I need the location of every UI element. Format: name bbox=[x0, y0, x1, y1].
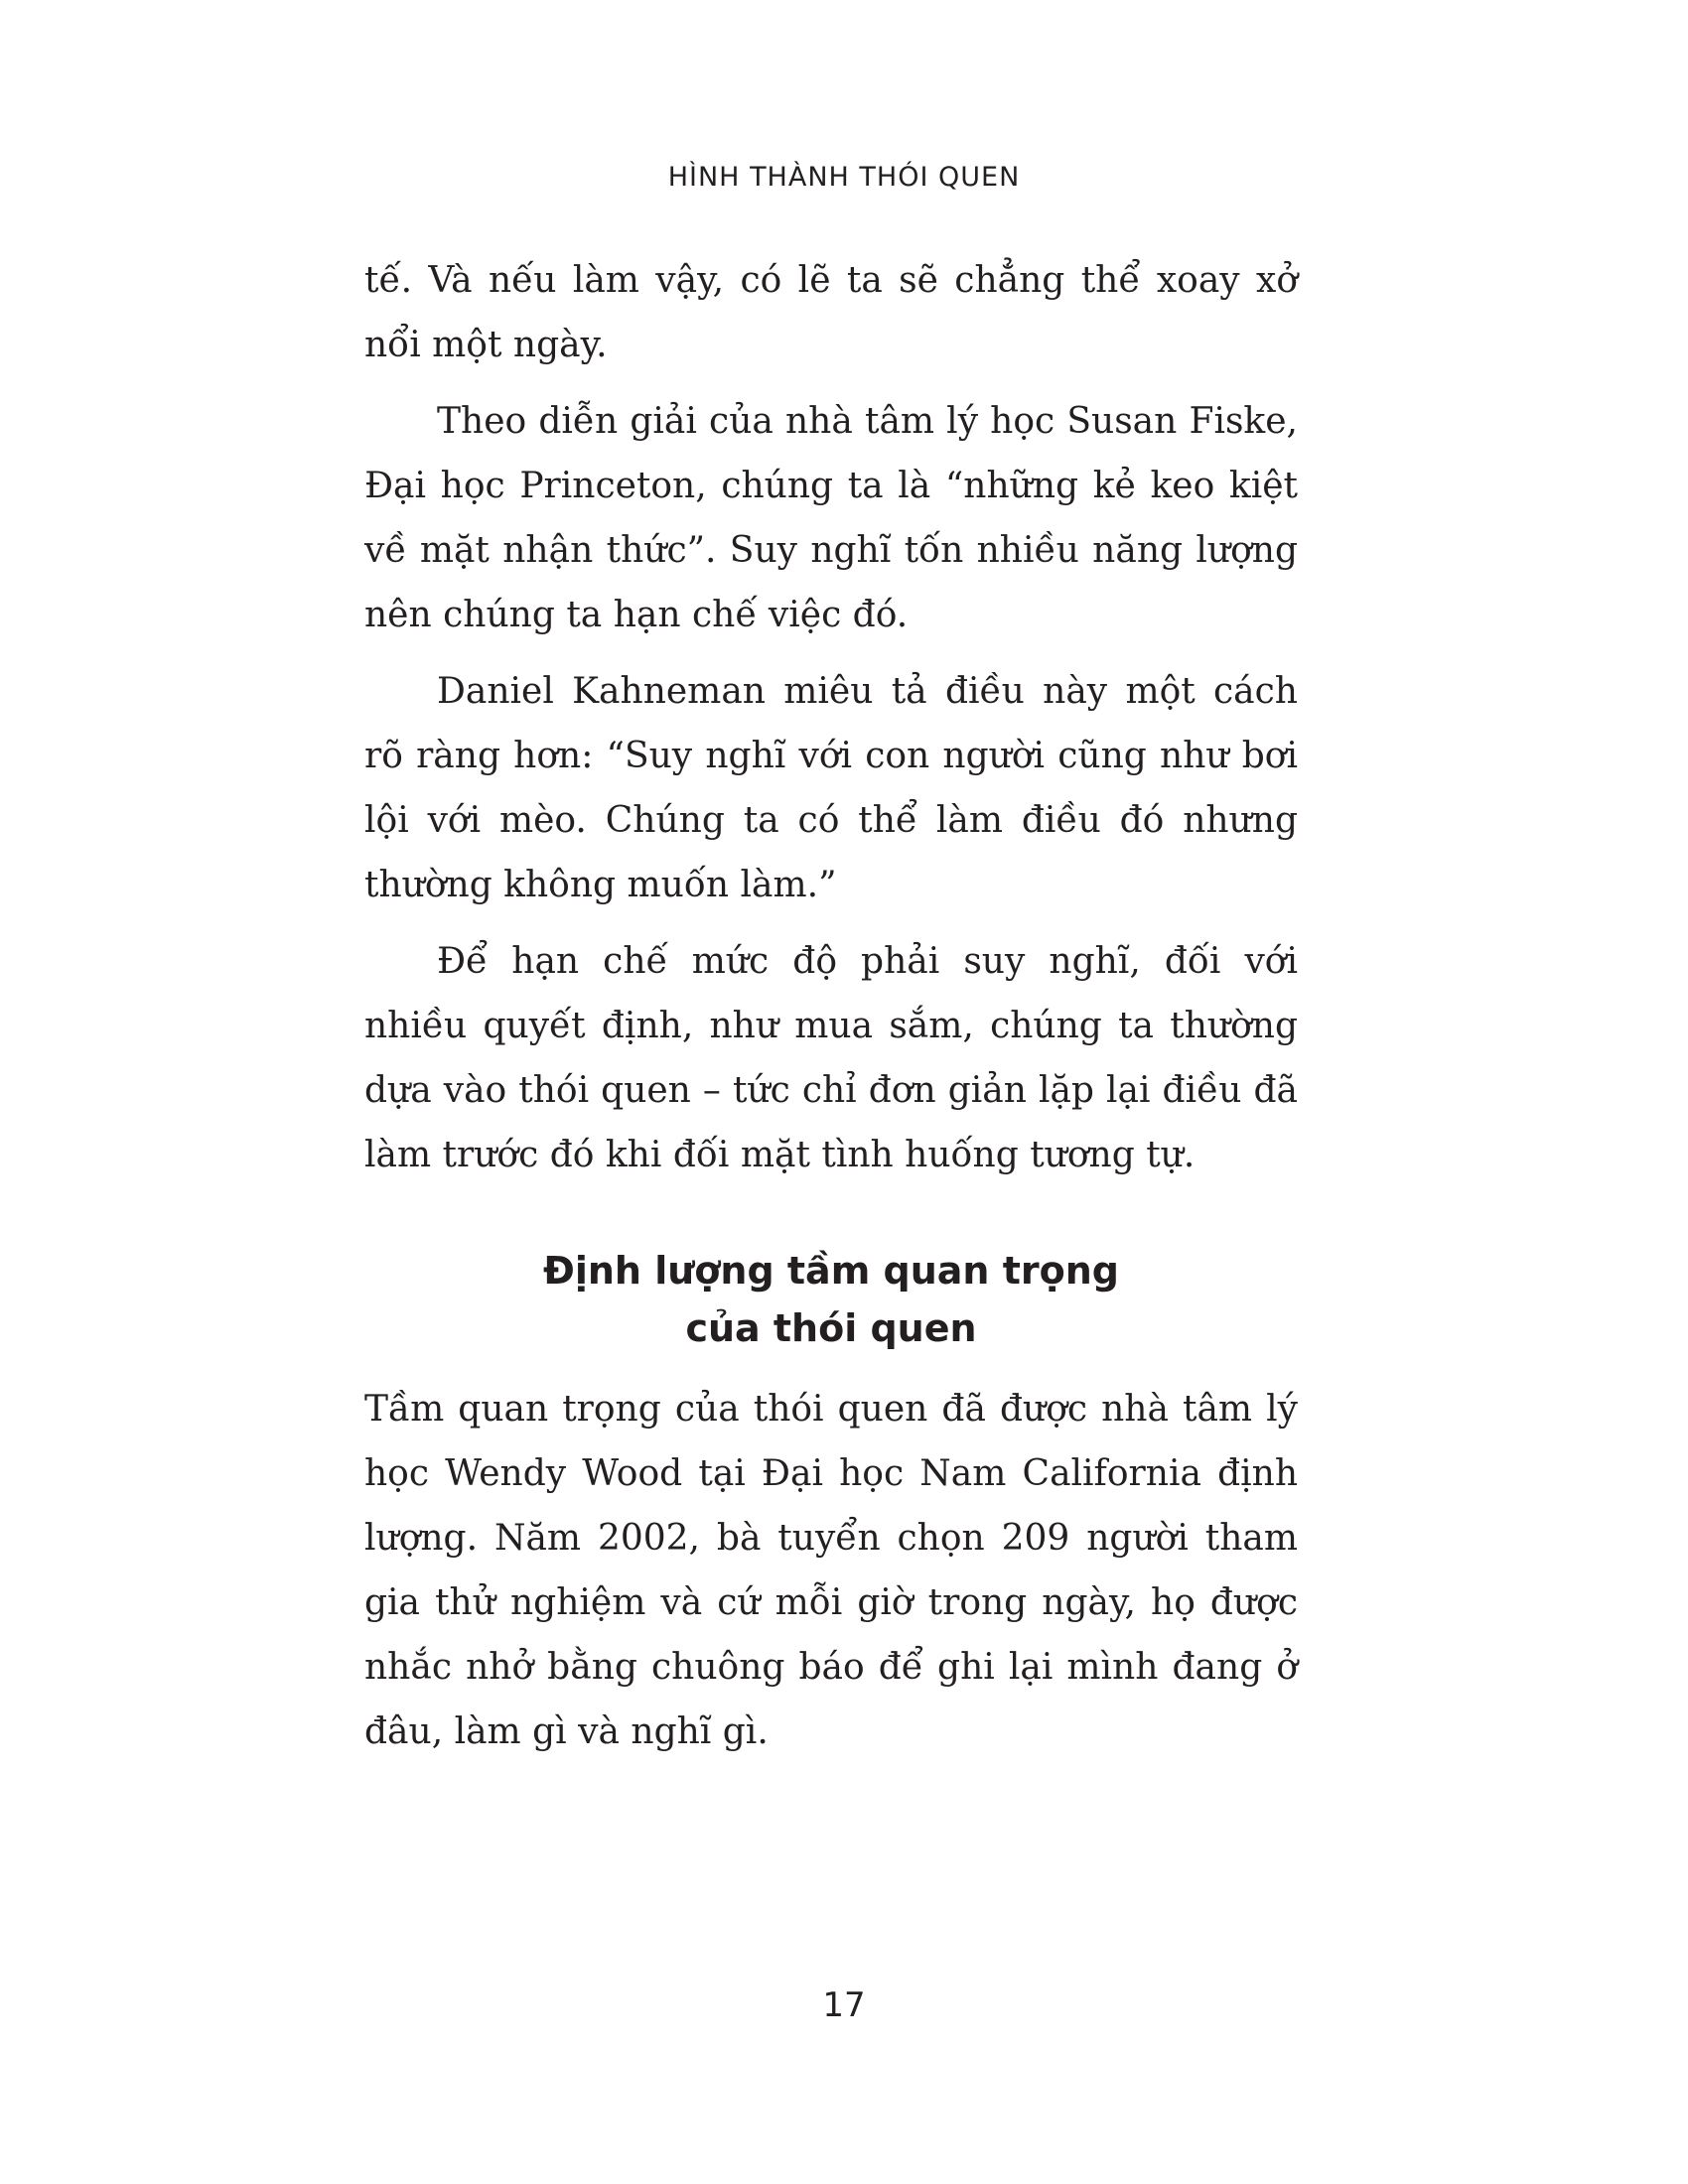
body-paragraph: Theo diễn giải của nhà tâm lý học Susan Fiske, Đại học Princeton, chúng ta là “những kẻ keo kiệt về mặt nhận thức”. Suy nghĩ tốn nhiều năng lượng nên chúng ta hạn chế việc đó. bbox=[364, 401, 1298, 635]
body-paragraph: Để hạn chế mức độ phải suy nghĩ, đối với nhiều quyết định, như mua sắm, chúng ta thường dựa vào thói quen – tức chỉ đơn giản lặp lại điều đã làm trước đó khi đối mặt tình huống tương tự. bbox=[364, 941, 1298, 1175]
section-heading bbox=[364, 1242, 1298, 1357]
page-body bbox=[364, 248, 1298, 1764]
page-number: 17 bbox=[822, 1985, 866, 2025]
section-heading-line: của thói quen bbox=[685, 1306, 977, 1350]
body-paragraph: Daniel Kahneman miêu tả điều này một cách rõ ràng hơn: “Suy nghĩ với con người cũng như bơi lội với mèo. Chúng ta có thể làm điều đó nhưng thường không muốn làm.” bbox=[364, 671, 1298, 905]
section-heading-line: Định lượng tầm quan trọng bbox=[543, 1249, 1119, 1293]
body-paragraph: Tầm quan trọng của thói quen đã được nhà tâm lý học Wendy Wood tại Đại học Nam California định lượng. Năm 2002, bà tuyển chọn 209 người tham gia thử nghiệm và cứ mỗi giờ trong ngày, họ được nhắc nhở bằng chuông báo để ghi lại mình đang ở đâu, làm gì và nghĩ gì. bbox=[364, 1389, 1298, 1752]
body-paragraph: tế. Và nếu làm vậy, có lẽ ta sẽ chẳng thể xoay xở nổi một ngày. bbox=[364, 260, 1298, 365]
running-header: HÌNH THÀNH THÓI QUEN bbox=[667, 162, 1021, 193]
